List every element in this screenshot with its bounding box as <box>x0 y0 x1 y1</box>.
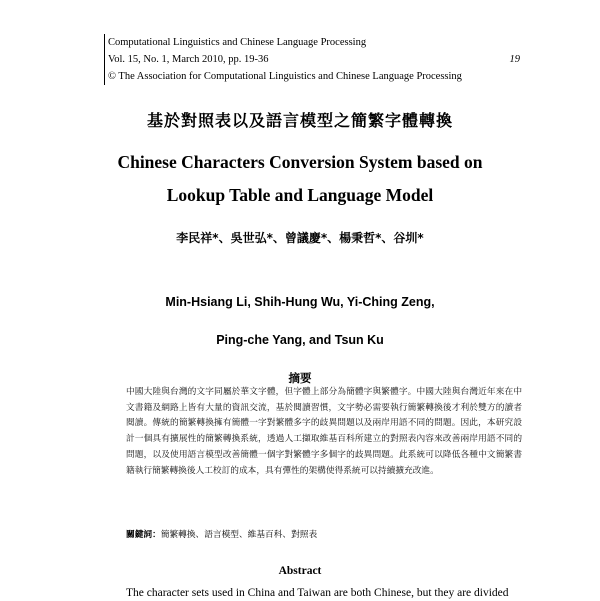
abstract-chinese-heading: 摘要 <box>288 371 312 385</box>
title-english-line-2: Lookup Table and Language Model <box>166 185 434 205</box>
journal-header <box>104 34 520 85</box>
journal-issue: Vol. 15, No. 1, March 2010, pp. 19-36 <box>108 54 269 65</box>
copyright-line <box>108 68 520 85</box>
keywords-chinese <box>126 528 522 540</box>
authors-english <box>0 283 600 359</box>
keywords-label: 關鍵詞： <box>126 530 161 540</box>
journal-name-text: Computational Linguistics and Chinese Language Processing <box>108 37 367 48</box>
journal-issue-line <box>108 51 520 68</box>
abstract-chinese-body: 中國大陸與台灣的文字同屬於華文字體，但字體上部分為簡體字與繁體字。中國大陸與台灣近年來在中文書籍及網路上皆有大量的資訊交流，基於閱讀習慣，文字勢必需要執行簡繁轉換後才利於雙方的讀者閱讀。傳統的簡繁轉換擁有簡體一字對繁體多字的歧異問題以及兩岸用語不同的問題。因此，本研究設計一個具有擴展性的簡繁轉換系統，透過人工擷取維基百科所建立的對照表內容來改善兩岸用語不同的問題，以及使用語言模型改善簡體一個字對繁體字多個字的歧異問題。此系統可以降低各種中文簡繁書籍執行簡繁轉換後人工校訂的成本，具有彈性的架構使得系統可以持續擴充改進。 <box>126 387 522 476</box>
abstract-english-body: The character sets used in China and Taiwan are both Chinese, but they are divided <box>126 587 509 599</box>
copyright-text: © The Association for Computational Linguistics and Chinese Language Processing <box>108 71 462 82</box>
page-number: 19 <box>509 54 520 65</box>
authors-english-line-1: Min-Hsiang Li, Shih-Hung Wu, Yi-Ching Zeng, <box>165 295 435 309</box>
abstract-english-heading: Abstract <box>278 565 322 577</box>
title-chinese: 基於對照表以及語言模型之簡繁字體轉換 <box>146 111 453 130</box>
authors-chinese: 李民祥*、吳世弘*、曾議慶*、楊秉哲*、谷圳* <box>176 231 424 245</box>
title-english-line-1: Chinese Characters Conversion System based on <box>117 152 483 172</box>
title-english <box>0 146 600 212</box>
journal-name <box>108 34 520 51</box>
keywords-list: 簡繁轉換、語言模型、維基百科、對照表 <box>160 530 318 540</box>
authors-english-line-2: Ping-che Yang, and Tsun Ku <box>216 333 384 347</box>
